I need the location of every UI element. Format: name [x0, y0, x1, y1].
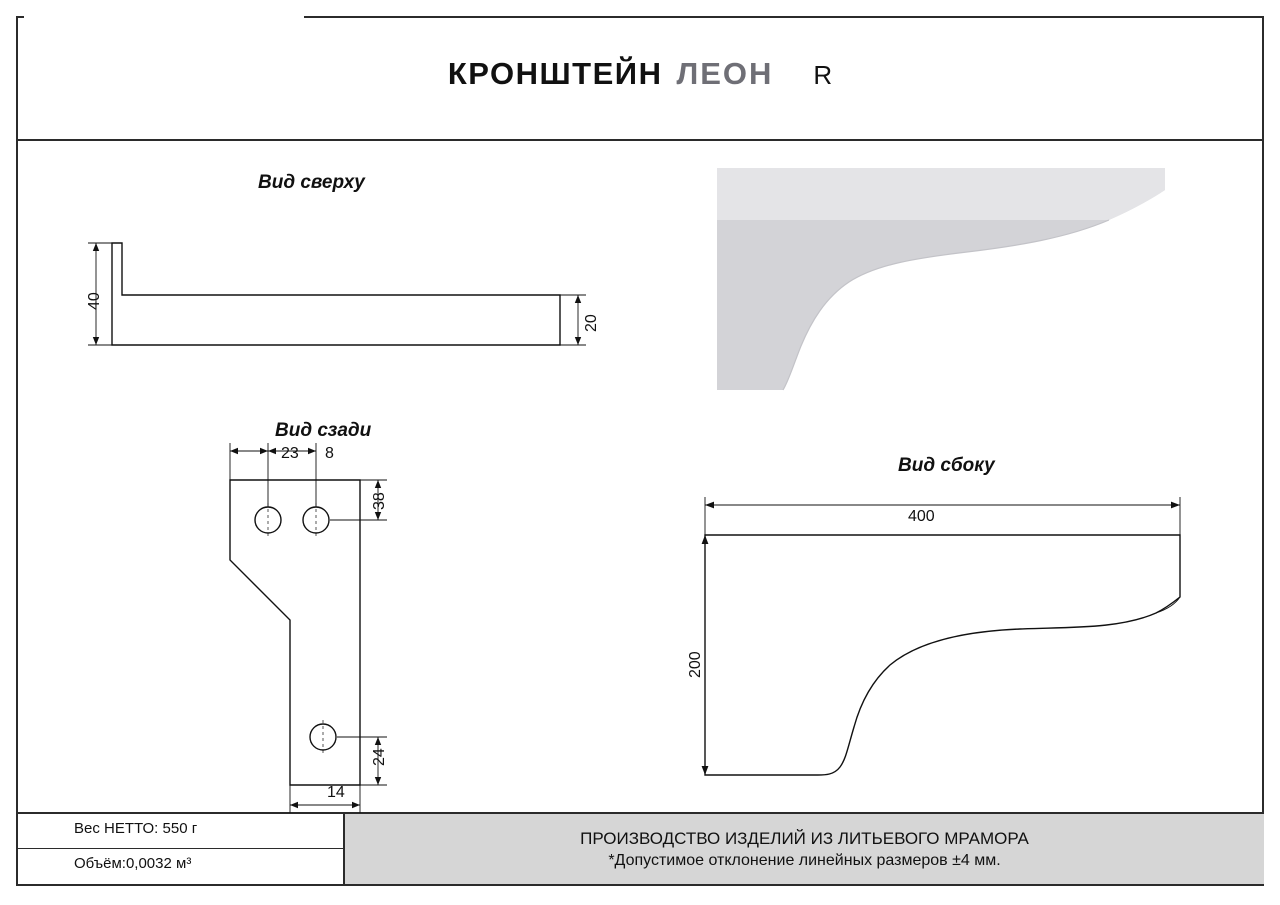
frame-bottom-border: [16, 884, 1264, 886]
back-view-arrow-8-left: [268, 448, 276, 454]
back-view-dim-23-label: 23: [281, 445, 299, 462]
isometric-render: [717, 168, 1165, 398]
frame-corner-gap: [24, 10, 304, 24]
back-view-arrow-8-right: [308, 448, 316, 454]
side-view-arrow-200-bottom: [702, 766, 709, 775]
side-view-drawing: [690, 505, 1250, 805]
back-view-dim-14-label: 14: [327, 784, 345, 801]
title-variant-text: R: [813, 60, 833, 90]
top-view-arrow-up: [93, 243, 99, 251]
isometric-render-shape: [717, 168, 1165, 398]
back-view-arrow-14-right: [352, 802, 360, 808]
back-view-arrow-23-right: [260, 448, 268, 454]
footer-tolerance-line: *Допустимое отклонение линейных размеров ±4 мм.: [608, 851, 1001, 869]
side-view-caption: Вид сбоку: [898, 455, 995, 476]
top-view-caption: Вид сверху: [258, 172, 365, 193]
top-view-dim-40-label: 40: [86, 292, 103, 310]
back-view-drawing: [215, 465, 475, 825]
frame-left-border: [16, 16, 18, 886]
top-view-arrow-up-2: [575, 295, 581, 303]
side-view-outline: [705, 535, 1180, 775]
back-view-arrow-23-left: [230, 448, 238, 454]
side-view-dim-400-label: 400: [908, 508, 935, 525]
back-view-dim-8-label: 8: [325, 445, 334, 462]
back-view-arrow-38-top: [375, 480, 381, 488]
top-view-arrow-down: [93, 337, 99, 345]
back-view-arrow-24-top: [375, 737, 381, 745]
side-view-arrow-200-top: [702, 535, 709, 544]
side-view-arrow-400-right: [1171, 502, 1180, 509]
top-view-outline: [112, 243, 560, 345]
back-view-arrow-24-bottom: [375, 777, 381, 785]
page-title: [0, 56, 1280, 92]
frame-right-border: [1262, 16, 1264, 886]
render-side-face: [717, 220, 1109, 390]
back-view-arrow-14-left: [290, 802, 298, 808]
footer-company-line: ПРОИЗВОДСТВО ИЗДЕЛИЙ ИЗ ЛИТЬЕВОГО МРАМОРА: [580, 828, 1029, 848]
top-view-arrow-down-2: [575, 337, 581, 345]
side-view-dim-200-label: 200: [687, 651, 704, 678]
back-view-outline: [230, 480, 360, 785]
back-view-dim-38-label: 38: [371, 492, 388, 510]
frame-title-separator: [16, 139, 1264, 141]
back-view-arrow-38-bottom: [375, 512, 381, 520]
side-view-arrow-400-left: [705, 502, 714, 509]
footer-weight: Вес НЕТТО: 550 г: [74, 820, 198, 837]
title-main-text: КРОНШТЕЙН: [447, 56, 663, 91]
frame-footer-middle-divider: [16, 848, 344, 849]
title-brand-text: ЛЕОН: [676, 56, 774, 91]
render-top-face: [717, 168, 1165, 220]
top-view-dim-20-label: 20: [583, 314, 600, 332]
back-view-dim-24-label: 24: [371, 748, 388, 766]
back-view-caption: Вид сзади: [275, 420, 372, 441]
footer-company-block: [345, 814, 1264, 884]
top-view-drawing: [70, 225, 630, 415]
footer-volume: Объём:0,0032 м³: [74, 855, 192, 872]
